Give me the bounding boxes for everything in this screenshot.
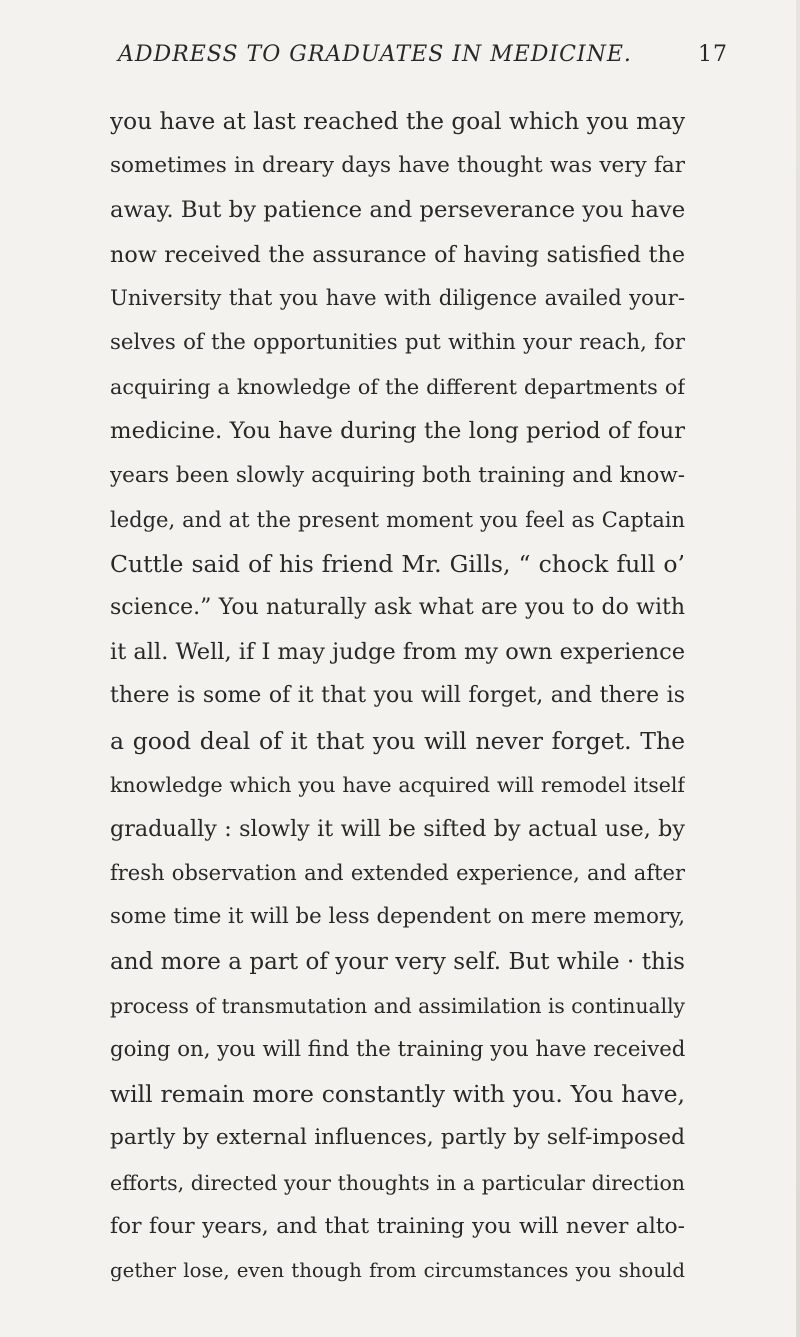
text-line: and more a part of your very self. But while · this [110, 948, 685, 975]
text-line: a good deal of it that you will never forget. The [110, 726, 685, 755]
text-line: it all. Well, if I may judge from my own experience [110, 639, 685, 666]
text-line: efforts, directed your thoughts in a particular direction [110, 1170, 685, 1195]
text-line: fresh observation and extended experience, and after [110, 861, 685, 886]
text-line: years been slowly acquiring both training and know- [110, 462, 685, 488]
text-line: some time it will be less dependent on mere memory, [110, 904, 685, 930]
text-line: now received the assurance of having satisfied the [110, 241, 685, 268]
text-line: science.” You naturally ask what are you to do with [110, 595, 685, 621]
text-line: you have at last reached the goal which you may [110, 108, 685, 135]
text-line: University that you have with diligence availed your- [110, 285, 685, 311]
text-line: gradually : slowly it will be sifted by actual use, by [110, 816, 685, 842]
text-line: process of transmutation and assimilation is continually [110, 993, 685, 1018]
text-line: there is some of it that you will forget, and there is [110, 683, 685, 709]
body-text [110, 100, 685, 1293]
text-line: Cuttle said of his friend Mr. Gills, “ chock full o’ [110, 549, 685, 578]
page-edge [796, 0, 800, 1337]
text-line: knowledge which you have acquired will remodel itself [110, 772, 685, 797]
text-line: partly by external influences, partly by self-imposed [110, 1125, 685, 1151]
text-line: sometimes in dreary days have thought was very far [110, 153, 685, 179]
text-line: medicine. You have during the long period of four [110, 418, 685, 445]
text-line: going on, you will find the training you have received [110, 1036, 685, 1062]
text-line: acquiring a knowledge of the different departments of [110, 375, 685, 400]
text-line: away. But by patience and perseverance you have [110, 197, 685, 224]
text-line: ledge, and at the present moment you feel as Captain [110, 507, 685, 532]
running-head [112, 42, 728, 82]
running-head-title: ADDRESS TO GRADUATES IN MEDICINE. [118, 42, 632, 67]
text-line: for four years, and that training you will never alto- [110, 1213, 685, 1239]
text-line: selves of the opportunities put within your reach, for [110, 329, 685, 355]
text-line: gether lose, even though from circumstances you should [110, 1258, 685, 1282]
page-number: 17 [698, 42, 728, 67]
text-line: will remain more constantly with you. You have, [110, 1080, 685, 1109]
